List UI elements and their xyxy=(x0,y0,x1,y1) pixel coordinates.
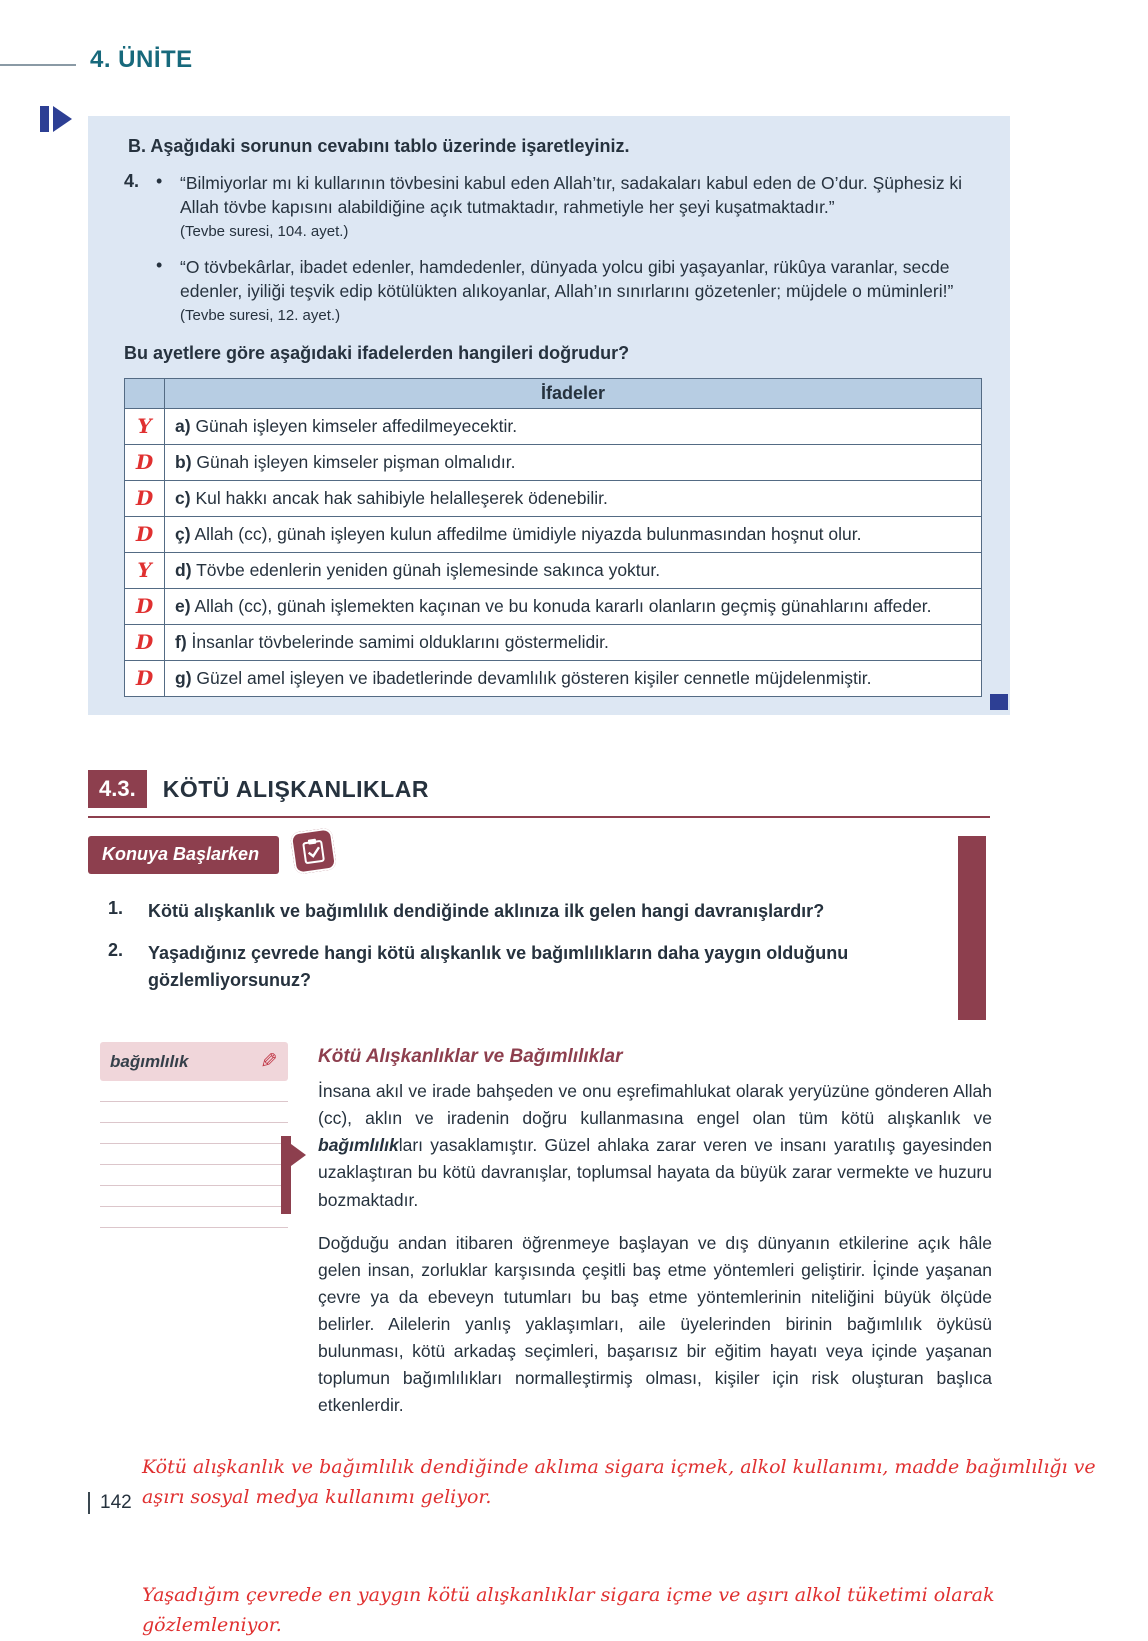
exercise-b-panel xyxy=(88,116,1010,715)
answer-cell[interactable]: D xyxy=(125,480,165,516)
answer-column-header xyxy=(125,378,165,408)
writing-line[interactable] xyxy=(100,1165,288,1186)
reading-paragraph-1 xyxy=(318,1078,992,1214)
statement-label: ç) xyxy=(175,523,191,544)
exercise-question: Bu ayetlere göre aşağıdaki ifadelerden hangileri doğrudur? xyxy=(124,342,630,363)
statement-label: c) xyxy=(175,487,191,508)
bullet-icon: • xyxy=(156,254,163,275)
table-row xyxy=(125,552,982,588)
item-number-spacer xyxy=(124,255,156,327)
writing-line[interactable] xyxy=(100,1081,288,1102)
table-row xyxy=(125,660,982,696)
reading-paragraph-2: Doğduğu andan itibaren öğrenmeye başlayan ve dış dünyanın etkilerine açık hâle gelen insan, zorluklar karşısında çeşitli baş etme yöntemleri geliştirir. İçinde yaşanan çevre ya da ebeveyn tutumları bu baş etme yöntemlerinin niteliğini büyük ölçüde belirler. Ailelerin yanlış yaklaşımları, aile üyelerinden birinin bağımlılık öyküsü bulunması, kötü arkadaş seçimleri, başarısız bir eğitim hayatı veya içinde yaşanan toplumun bağımlılıkları normalleştirmiş olması, kişiler için risk oluşturan başlıca etkenlerdir. xyxy=(318,1232,992,1416)
statement-text: Tövbe edenlerin yeniden günah işlemesinde sakınca yoktur. xyxy=(196,559,661,580)
question-text: Yaşadığınız çevrede hangi kötü alışkanlık ve bağımlılıkların daha yaygın olduğunu gözlemliyorsunuz? xyxy=(148,943,849,990)
reading-section xyxy=(318,1046,992,1436)
p1-bold-term: bağımlılık xyxy=(318,1135,399,1156)
answer-cell[interactable]: Y xyxy=(125,552,165,588)
starter-questions xyxy=(108,898,938,1009)
answer-cell[interactable]: D xyxy=(125,660,165,696)
marker-triangle xyxy=(53,106,72,132)
writing-line[interactable] xyxy=(100,1102,288,1123)
statement-label: b) xyxy=(175,451,192,472)
handwritten-answer-1: Kötü alışkanlık ve bağımlılık dendiğinde aklıma sigara içmek, alkol kullanımı, madde bağımlılığı ve aşırı sosyal medya kullanımı geliyor. xyxy=(142,1456,1096,1509)
page-number: 142 xyxy=(88,1492,132,1514)
starter-question-2 xyxy=(108,940,938,994)
statements-table xyxy=(124,378,982,697)
starter-question-1 xyxy=(108,898,938,925)
vocab-word: bağımlılık xyxy=(110,1051,189,1071)
clipboard-check-icon xyxy=(290,827,337,874)
vocab-header xyxy=(100,1042,288,1081)
quote-text: “O tövbekârlar, ibadet edenler, hamdedenler, dünyada yolcu gibi yaşayanlar, rükûya varanlar, secde edenler, iyiliği teşvik edip kötülükten alıkoyanlar, Allah’ın sınırlarını gözetenler; müjdele o müminleri!” xyxy=(180,256,954,302)
bullet-icon: • xyxy=(156,171,163,191)
table-row xyxy=(125,480,982,516)
answer-cell[interactable]: Y xyxy=(125,408,165,444)
statement-label: d) xyxy=(175,559,192,580)
p1-part-a: İnsana akıl ve irade bahşeden ve onu eşrefimahlukat olarak yeryüzüne gönderen Allah (cc), aklın ve iradenin doğru kullanmasına engel olan tüm kötü alışkanlık ve xyxy=(318,1081,992,1129)
table-row xyxy=(125,624,982,660)
pointer-bar xyxy=(281,1136,291,1214)
konuya-baslarken-badge xyxy=(88,834,335,876)
statement-text: Güzel amel işleyen ve ibadetlerinde devamlılık gösteren kişiler cennetle müjdelenmiştir. xyxy=(196,667,872,688)
exercise-title: B. Aşağıdaki sorunun cevabını tablo üzerinde işaretleyiniz. xyxy=(128,136,630,156)
reading-heading: Kötü Alışkanlıklar ve Bağımlılıklar xyxy=(318,1046,623,1067)
marker-bar xyxy=(40,106,49,132)
answer-cell[interactable]: D xyxy=(125,444,165,480)
quote-text: “Bilmiyorlar mı ki kullarının tövbesini kabul eden Allah’tır, sadakaları kabul eden de O’dur. Şüphesiz ki Allah tövbe kapısını alabildiğine açık tutmaktadır, rahmetiyle her şeyi kuşatmaktadır.” xyxy=(180,173,963,218)
badge-label: Konuya Başlarken xyxy=(88,836,279,874)
section-4-3-heading xyxy=(88,770,990,818)
statement-label: g) xyxy=(175,667,192,688)
statement-text: Kul hakkı ancak hak sahibiyle helalleşerek ödenebilir. xyxy=(195,487,608,508)
fast-forward-marker-icon xyxy=(40,106,72,132)
decor-blue-square xyxy=(990,694,1008,710)
unit-header-line xyxy=(0,64,76,66)
quote-reference: (Tevbe suresi, 104. ayet.) xyxy=(180,223,349,241)
quote-reference: (Tevbe suresi, 12. ayet.) xyxy=(180,307,341,325)
statement-label: f) xyxy=(175,631,187,652)
statements-column-header: İfadeler xyxy=(165,378,982,408)
statement-text: Günah işleyen kimseler affedilmeyecektir. xyxy=(195,415,518,436)
quote-item-1 xyxy=(124,171,982,243)
p1-part-c: ları yasaklamıştır. Güzel ahlaka zarar veren ve insanı yaratılış gayesinden uzaklaştıran bu kötü davranışlar, toplumsal hayata da büyük zarar vermekte ve huzuru bozmaktadır. xyxy=(318,1135,992,1210)
table-row xyxy=(125,444,982,480)
handwritten-answer-2: Yaşadığım çevrede en yaygın kötü alışkanlıklar sigara içme ve aşırı alkol tüketimi olarak gözlemleniyor. xyxy=(142,1584,995,1637)
writing-line[interactable] xyxy=(100,1123,288,1144)
pointer-arrow-icon xyxy=(291,1144,306,1166)
statement-text: İnsanlar tövbelerinde samimi olduklarını göstermelidir. xyxy=(191,631,609,652)
table-row xyxy=(125,516,982,552)
statement-label: a) xyxy=(175,415,191,436)
section-title: KÖTÜ ALIŞKANLIKLAR xyxy=(162,775,429,802)
decor-claret-strip xyxy=(958,836,986,1020)
answer-cell[interactable]: D xyxy=(125,624,165,660)
statement-text: Günah işleyen kimseler pişman olmalıdır. xyxy=(196,451,516,472)
unit-title: 4. ÜNİTE xyxy=(90,46,193,73)
statement-text: Allah (cc), günah işleyen kulun affedilme ümidiyle niyazda bulunmasından hoşnut olur. xyxy=(194,523,862,544)
table-row xyxy=(125,588,982,624)
answer-cell[interactable]: D xyxy=(125,516,165,552)
statement-label: e) xyxy=(175,595,191,616)
question-text: Kötü alışkanlık ve bağımlılık dendiğinde aklınıza ilk gelen hangi davranışlardır? xyxy=(148,901,825,921)
question-number: 1. xyxy=(108,898,124,918)
writing-line[interactable] xyxy=(100,1144,288,1165)
table-header-row xyxy=(125,378,982,408)
question-number: 2. xyxy=(108,940,124,960)
vocab-box xyxy=(100,1042,288,1228)
answer-cell[interactable]: D xyxy=(125,588,165,624)
quote-item-2 xyxy=(124,255,982,327)
item-number: 4. xyxy=(124,171,140,191)
writing-line[interactable] xyxy=(100,1186,288,1207)
section-number-badge: 4.3. xyxy=(88,770,147,808)
statement-text: Allah (cc), günah işlemekten kaçınan ve bu konuda kararlı olanların geçmiş günahlarını affeder. xyxy=(194,595,932,616)
table-row xyxy=(125,408,982,444)
writing-line[interactable] xyxy=(100,1207,288,1228)
pencil-icon: ✎ xyxy=(260,1050,278,1073)
